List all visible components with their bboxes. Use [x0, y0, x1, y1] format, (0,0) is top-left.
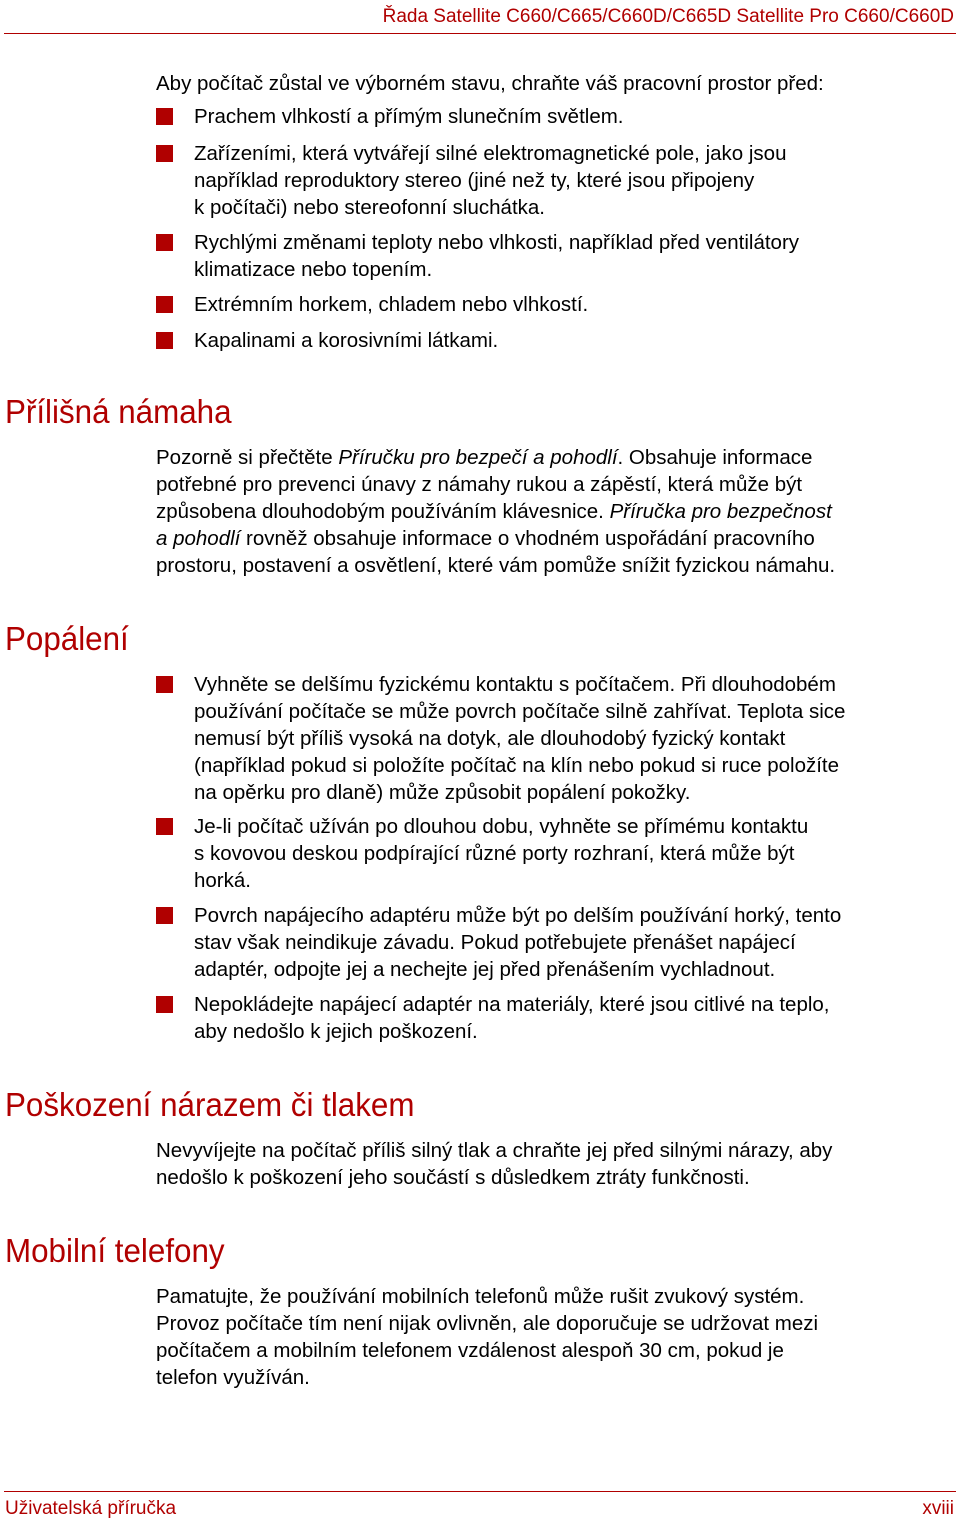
running-header: Řada Satellite C660/C665/C660D/C665D Satellite Pro C660/C660D [382, 6, 954, 27]
bullet-square-icon [156, 996, 173, 1013]
section-heading-burns: Popálení [5, 620, 129, 657]
section-heading-strain: Přílišná námaha [5, 393, 232, 430]
bullet-square-icon [156, 145, 173, 162]
section-heading-pressure: Poškození nárazem či tlakem [5, 1086, 415, 1123]
phones-paragraph: Pamatujte, že používání mobilních telefonů může rušit zvukový systém. Provoz počítače tím není nijak ovlivněn, ale doporučuje se udržovat mezi počítačem a mobilním telefonem vzdálenost alespoň 30 cm, pokud je telefon využíván. [156, 1285, 819, 1389]
bullet-square-icon [156, 676, 173, 693]
bullet-square-icon [156, 907, 173, 924]
strain-paragraph: Pozorně si přečtěte Příručku pro bezpečí a pohodlí. Obsahuje informace potřebné pro prevenci únavy z námahy rukou a zápěstí, která může být způsobena dlouhodobým používáním klávesnice. Příručka pro bezpečnost a pohodlí rovněž obsahuje informace o vhodném uspořádání pracovního prostoru, postavení a osvětlení, které vám pomůže snížit fyzickou námahu. [156, 446, 836, 577]
header-divider [4, 33, 956, 34]
pressure-paragraph: Nevyvíjejte na počítač příliš silný tlak a chraňte jej před silnými nárazy, aby nedošlo k poškození jeho součástí s důsledkem ztráty funkčnosti. [156, 1139, 833, 1189]
bullet-square-icon [156, 296, 173, 313]
intro-paragraph: Aby počítač zůstal ve výborném stavu, chraňte váš pracovní prostor před: [156, 72, 824, 95]
bullet-square-icon [156, 108, 173, 125]
bullet-square-icon [156, 234, 173, 251]
footer-title: Uživatelská příručka [5, 1498, 177, 1519]
bullet-square-icon [156, 818, 173, 835]
page-number: xviii [922, 1498, 954, 1519]
bullet-square-icon [156, 332, 173, 349]
footer-divider [4, 1491, 956, 1492]
section-heading-phones: Mobilní telefony [5, 1232, 225, 1269]
